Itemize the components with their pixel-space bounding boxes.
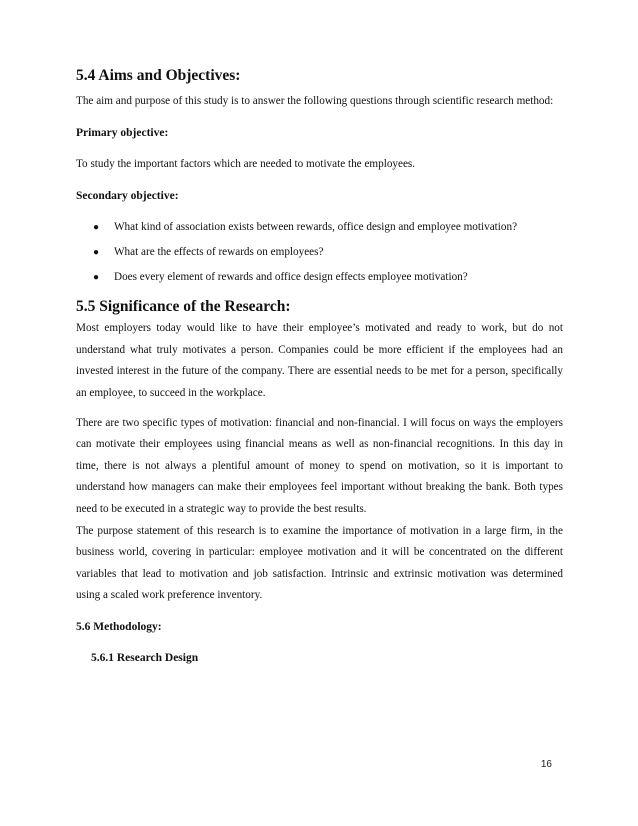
heading-significance: 5.5 Significance of the Research:	[76, 298, 291, 316]
page-content	[76, 67, 563, 670]
heading-aims-objectives: 5.4 Aims and Objectives:	[76, 67, 241, 84]
bullet-icon: ●	[93, 246, 100, 258]
heading-methodology: 5.6 Methodology:	[76, 620, 162, 633]
subheading-research-design: 5.6.1 Research Design	[91, 652, 199, 665]
page-number: 16	[540, 759, 552, 770]
bullet-icon: ●	[93, 271, 100, 283]
significance-paragraph-1: Most employers today would like to have their employee’s motivated and ready to work, but do not understand what truly motivates a person. Companies could be more efficient if the employees had an invested interest in the future of the company. There are essential needs to be met for a person, specifically an employee, to succeed in the workplace.	[76, 322, 563, 399]
significance-paragraph-3: The purpose statement of this research is to examine the importance of motivation in a large firm, in the business world, covering in particular: employee motivation and it will be concentrated on the different variables that lead to motivation and job satisfaction. Intrinsic and extrinsic motivation was determined using a scaled work preference inventory.	[76, 524, 563, 602]
bullet-icon: ●	[93, 222, 100, 234]
primary-objective-text: To study the important factors which are needed to motivate the employees.	[76, 158, 416, 171]
secondary-objective-list	[76, 217, 563, 288]
list-item: ● What are the effects of rewards on employees?	[76, 242, 563, 264]
list-item: ● Does every element of rewards and office design effects employee motivation?	[76, 267, 563, 289]
aims-intro-paragraph: The aim and purpose of this study is to answer the following questions through scientific research method:	[76, 95, 554, 107]
primary-objective-label: Primary objective:	[76, 126, 169, 139]
secondary-objective-label: Secondary objective:	[76, 189, 179, 202]
significance-paragraph-2: There are two specific types of motivation: financial and non-financial. I will focus on ways the employers can motivate their employees using financial means as well as non-financial recognitions. In this day in time, there is not always a plentiful amount of money to spend on motivation, so it is important to understand how managers can make their employees feel important without breaking the bank. Both types need to be executed in a strategic way to provide the best results.	[76, 416, 563, 515]
list-item: ● What kind of association exists between rewards, office design and employee motivation?	[76, 217, 563, 239]
